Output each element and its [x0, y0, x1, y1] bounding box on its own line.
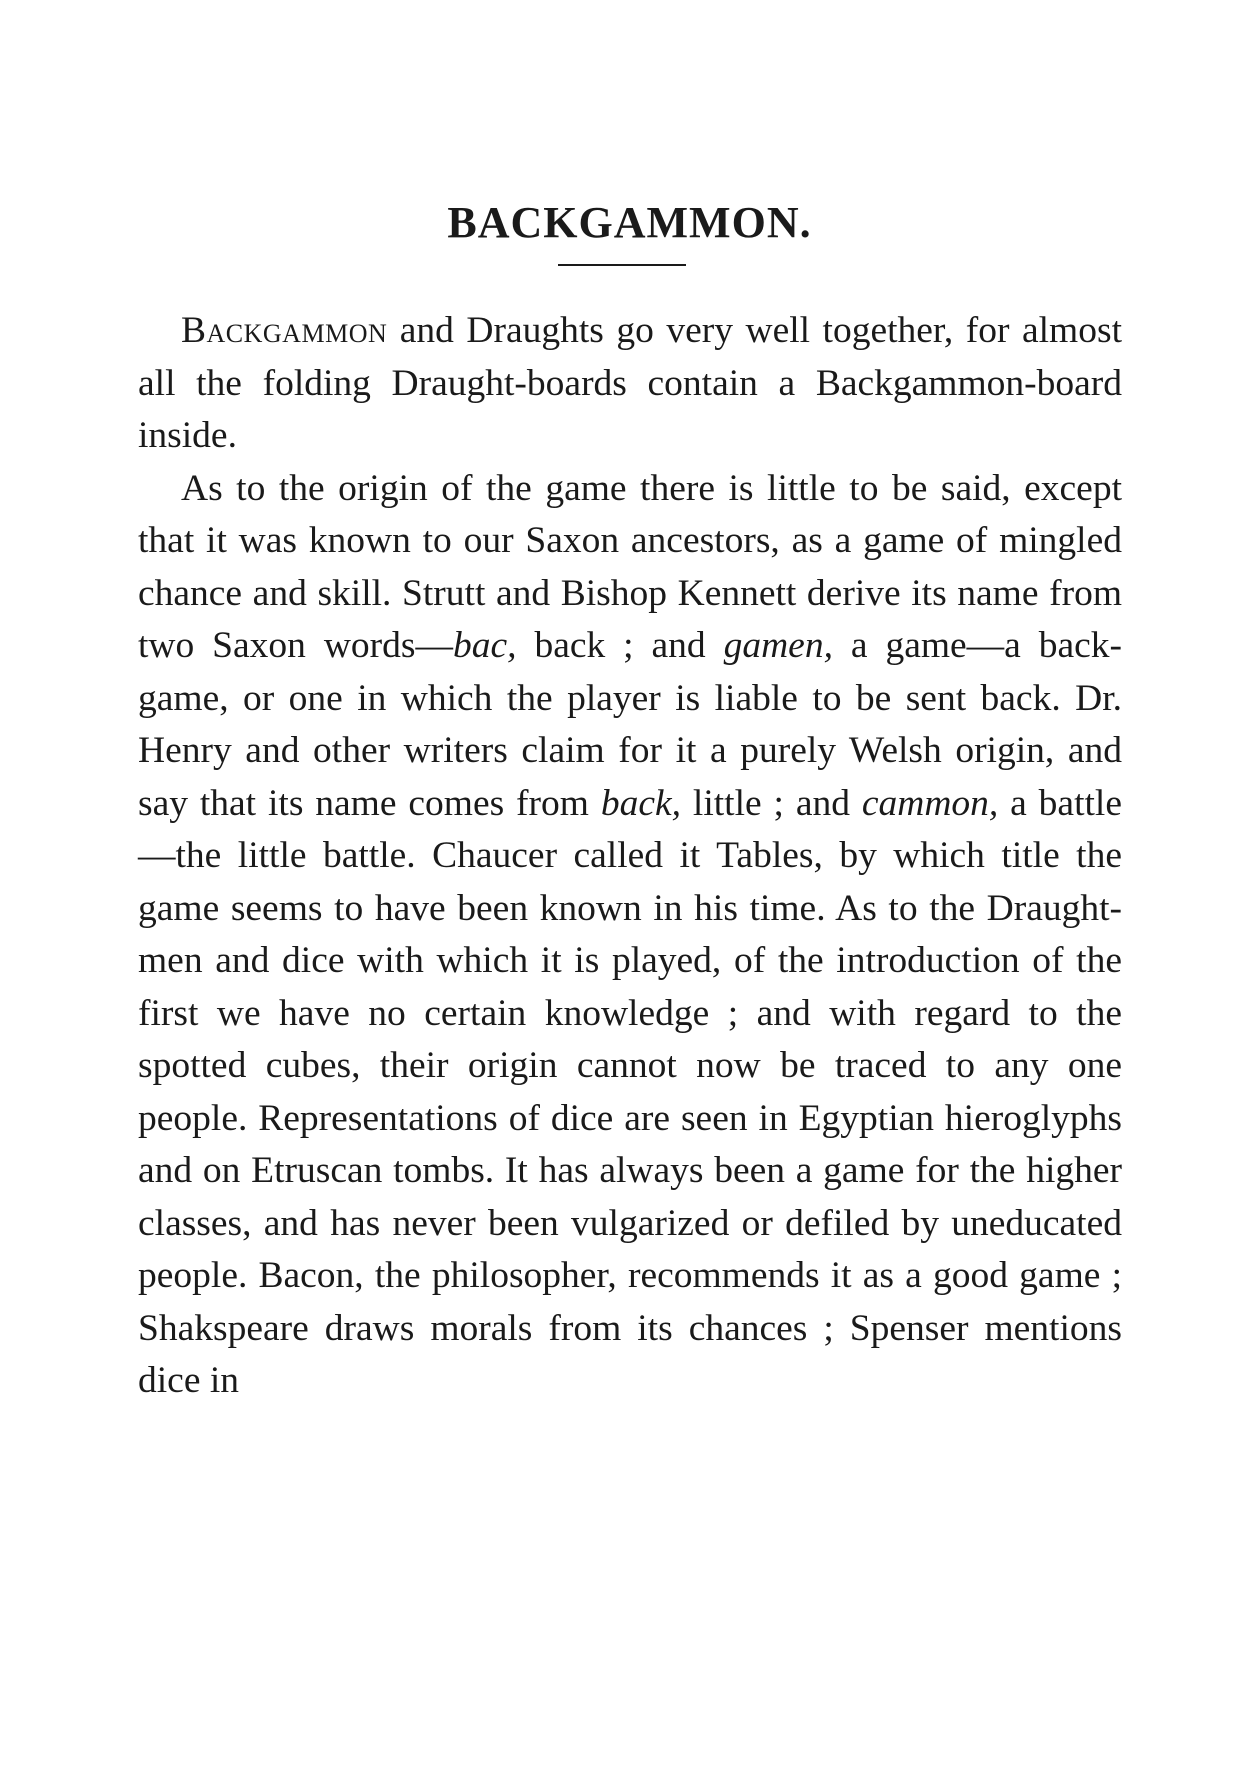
italic-term-gamen: gamen,: [723, 625, 833, 666]
paragraph-intro-text: and Draughts go very well together, for almost all the folding Draught-boards contain a Backgammon-board inside.: [138, 310, 1122, 456]
text-segment: a battle—the little battle. Chaucer called it Tables, by which title the game seems to have been known in his time. As to the Draught-men and dice with which it is played, of the introduction of the first we have no certain knowledge ; and with regard to the spotted cubes, their origin cannot now be traced to any one people. Representations of dice are seen in Egyptian hieroglyphs and on Etruscan tombs. It has always been a game for the higher classes, and has never been vulgarized or defiled by uneducated people. Bacon, the philosopher, recommends it as a good game ; Shakspeare draws morals from its chances ; Spenser mentions dice in: [138, 782, 1122, 1401]
text-segment: As to the origin of the game there is little to be said, except that it was known to our Saxon ancestors, as a game of mingled chance and skill. Strutt and Bishop Kennett derive its name from two Saxon words—: [138, 467, 1122, 666]
italic-term-cammon: cammon,: [861, 782, 999, 824]
text-segment: little ; and: [681, 782, 862, 824]
title-rule: [558, 264, 686, 266]
page-body: [138, 305, 1122, 1408]
text-segment: back ; and: [516, 625, 724, 666]
italic-term-bac: bac,: [453, 625, 517, 666]
paragraph-origin: [138, 463, 1122, 1408]
chapter-title: BACKGAMMON.: [447, 198, 812, 248]
lead-small-caps: Backgammon: [181, 310, 388, 351]
italic-term-back: back,: [600, 782, 682, 824]
text-segment: a game—a back-game, or one in which the player is liable to be sent back. Dr. Henry and other writers claim for it a purely Welsh origin, and say that its name comes from: [138, 625, 1122, 824]
paragraph-intro: [138, 305, 1122, 463]
